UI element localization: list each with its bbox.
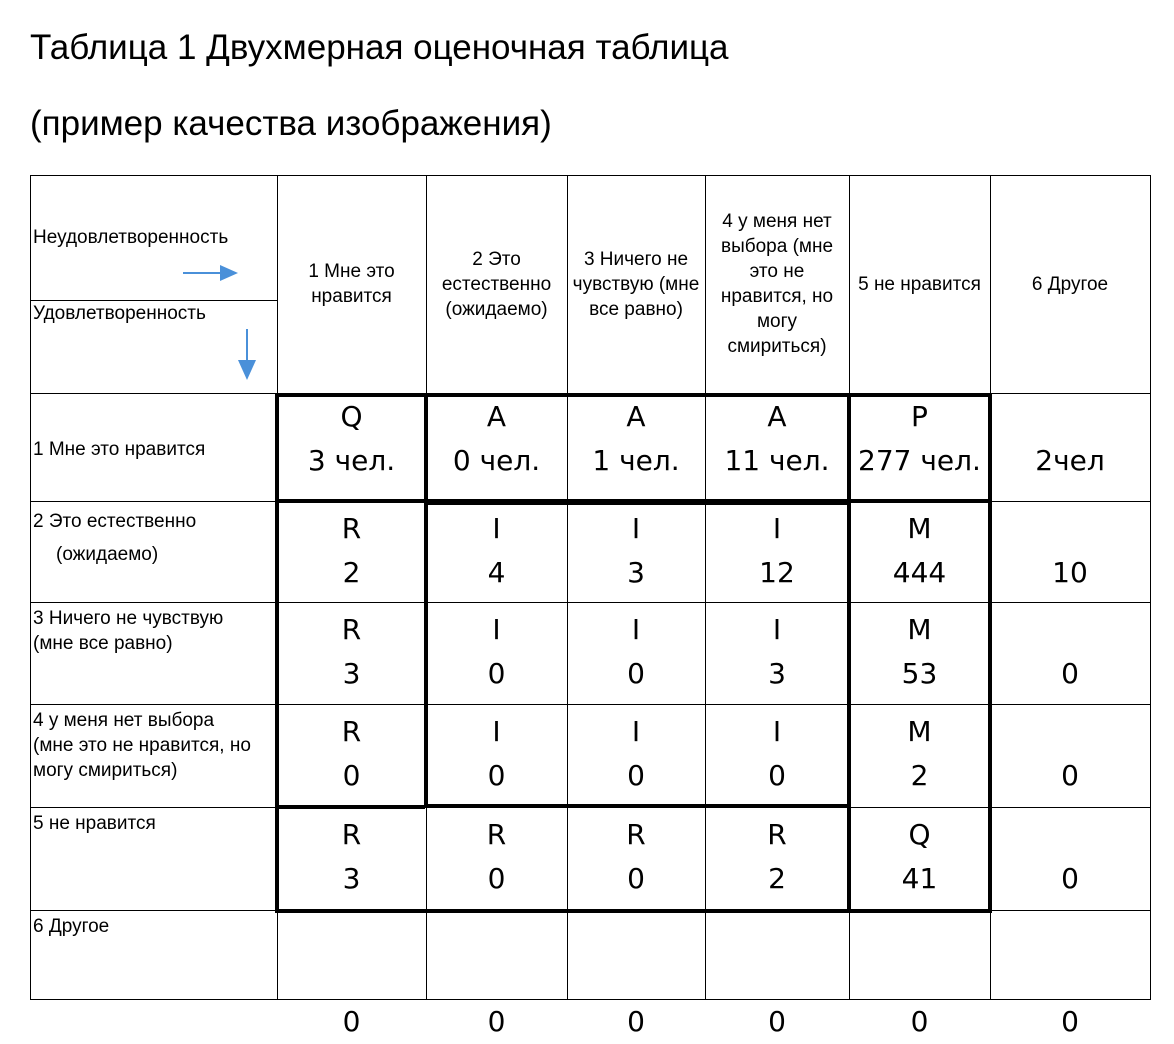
table-cell <box>849 910 990 1038</box>
cell-count: 0 <box>487 862 506 895</box>
cell-category: R <box>341 715 362 748</box>
grid-line-horizontal <box>30 999 1151 1000</box>
outer-thick-border <box>275 909 992 913</box>
cell-category <box>990 608 1150 652</box>
column-header: 1 Мне это нравится <box>308 261 395 307</box>
cell-category: R <box>626 818 646 851</box>
cell-count: 12 <box>759 556 795 589</box>
row-label-line: 4 у меня нет выбора <box>33 710 215 731</box>
cell-count: 444 <box>892 556 947 589</box>
cell-category: I <box>492 613 501 646</box>
cell-category: M <box>907 715 932 748</box>
cell-category: I <box>631 512 641 545</box>
cell-category <box>705 956 849 1000</box>
table-cell <box>990 602 1150 704</box>
corner-satisfaction-label: Удовлетворенность <box>33 303 206 324</box>
table-cell <box>567 807 705 910</box>
column-header: 2 Это естественно (ожидаемо) <box>441 248 552 320</box>
cell-count: 0 <box>768 1005 786 1038</box>
cell-count: 2 <box>768 862 786 895</box>
cell-category: I <box>772 715 782 748</box>
cell-count: 41 <box>901 862 938 895</box>
cell-category: Q <box>908 818 931 851</box>
cell-category <box>849 956 990 1000</box>
row-label-line: могу смириться) <box>33 760 178 781</box>
grid-line-vertical <box>1150 175 1151 999</box>
table-cell <box>277 704 426 807</box>
page-subtitle: (пример качества изображения) <box>30 104 552 143</box>
cell-category: I <box>492 512 501 545</box>
cell-count: 0 <box>487 657 506 690</box>
cell-count: 0 <box>627 657 645 690</box>
row-header <box>30 501 277 602</box>
cell-count: 53 <box>901 657 938 690</box>
table-cell <box>705 807 849 910</box>
cell-category <box>277 956 426 1000</box>
cell-count: 0 <box>627 862 645 895</box>
row-label-line: 6 Другое <box>33 916 110 937</box>
table-cell <box>849 807 990 910</box>
table-cell <box>705 393 849 501</box>
row-label-line: (мне все равно) <box>33 633 173 654</box>
cell-count: 0 <box>1061 657 1079 690</box>
outer-thick-border <box>275 393 279 913</box>
table-cell <box>277 501 426 602</box>
table-cell <box>426 807 567 910</box>
cell-count: 3 <box>342 657 361 690</box>
table-cell <box>567 501 705 602</box>
cell-count: 0 <box>342 1005 361 1038</box>
cell-category: I <box>772 613 782 646</box>
table-cell <box>277 807 426 910</box>
table-cell <box>426 704 567 807</box>
row1-thick-separator <box>275 499 992 503</box>
cell-category <box>426 956 567 1000</box>
table-cell <box>567 910 705 1038</box>
cell-category: R <box>341 613 362 646</box>
row-label-line: 2 Это естественно <box>33 511 197 532</box>
indifferent-zone-border <box>424 804 851 808</box>
cell-category: I <box>631 715 641 748</box>
cell-category <box>990 507 1150 551</box>
cell-category <box>990 813 1150 857</box>
cell-count: 0 <box>1061 862 1079 895</box>
grid-line-horizontal <box>30 175 1151 176</box>
table-cell <box>705 704 849 807</box>
table-cell <box>849 704 990 807</box>
cell-category <box>990 710 1150 754</box>
cell-category: P <box>911 400 928 433</box>
column-header: 6 Другое <box>1031 273 1109 295</box>
table-cell <box>990 501 1150 602</box>
cell-category: M <box>907 613 932 646</box>
row-label-line: 3 Ничего не чувствую <box>33 608 224 629</box>
cell-count: 0 <box>627 759 645 792</box>
cell-category: A <box>767 400 787 433</box>
row-header <box>30 602 277 704</box>
table-cell <box>990 704 1150 807</box>
table-cell <box>277 910 426 1038</box>
corner-dissatisfaction-label: Неудовлетворенность <box>33 227 229 248</box>
table-cell <box>705 602 849 704</box>
table-cell <box>849 501 990 602</box>
row-header <box>30 807 277 910</box>
cell-count: 2чел <box>1035 444 1105 477</box>
cell-count: 1 чел. <box>592 444 680 477</box>
cell-category: I <box>492 715 501 748</box>
grid-line-vertical <box>567 175 568 999</box>
row-label-line: (ожидаемо) <box>56 544 159 565</box>
col5-thick-separator <box>847 393 851 913</box>
cell-count: 3 чел. <box>307 444 396 477</box>
cell-category <box>990 956 1150 1000</box>
cell-count: 11 чел. <box>724 444 830 477</box>
cell-category: R <box>767 818 787 851</box>
grid-line-vertical <box>705 175 706 999</box>
table-cell <box>990 393 1150 501</box>
cell-category: A <box>486 400 507 433</box>
cell-category: Q <box>340 400 363 433</box>
cell-category: M <box>907 512 932 545</box>
table-cell <box>990 807 1150 910</box>
corner-divider <box>30 300 277 301</box>
cell-count: 0 <box>627 1005 645 1038</box>
column-header: 4 у меня нет выбора (мне это не нравится, но могу смириться) <box>720 211 834 357</box>
cell-count: 10 <box>1052 556 1088 589</box>
table-cell <box>426 501 567 602</box>
cell-category: R <box>486 818 507 851</box>
table-cell <box>990 910 1150 1038</box>
cell-count: 0 чел. <box>452 444 541 477</box>
cell-count: 0 <box>487 759 506 792</box>
table-cell <box>426 602 567 704</box>
table-cell <box>567 393 705 501</box>
outer-thick-border <box>988 393 992 913</box>
row-label-line: 5 не нравится <box>33 813 156 834</box>
col1-thick-separator <box>424 393 428 503</box>
cell-count: 0 <box>1061 759 1079 792</box>
cell-count: 0 <box>1061 1005 1079 1038</box>
column-header: 3 Ничего не чувствую (мне все равно) <box>572 248 700 320</box>
table-cell <box>849 602 990 704</box>
table-cell <box>277 602 426 704</box>
cell-count: 3 <box>768 657 786 690</box>
column-header: 5 не нравится <box>858 273 981 295</box>
cell-category: I <box>631 613 641 646</box>
cell-count: 277 чел. <box>858 444 981 477</box>
table-cell <box>705 501 849 602</box>
cell-count: 0 <box>342 759 361 792</box>
row-header <box>30 393 277 501</box>
cell-count: 0 <box>768 759 786 792</box>
outer-thick-border <box>275 393 992 397</box>
indifferent-zone-border <box>424 501 428 808</box>
cell-category <box>567 956 705 1000</box>
row-header <box>30 704 277 807</box>
cell-category <box>990 395 1150 439</box>
cell-category: I <box>772 512 782 545</box>
cell-count: 0 <box>487 1005 506 1038</box>
row-header <box>30 910 277 999</box>
table-cell <box>849 393 990 501</box>
row5-thick-separator <box>275 805 425 809</box>
table-cell <box>567 704 705 807</box>
table-cell <box>426 393 567 501</box>
row-label-line: 1 Мне это нравится <box>33 439 206 460</box>
cell-count: 2 <box>342 556 361 589</box>
table-cell <box>277 393 426 501</box>
table-cell <box>426 910 567 1038</box>
cell-category: A <box>626 400 646 433</box>
grid-line-vertical <box>30 175 31 999</box>
cell-category: R <box>341 512 362 545</box>
table-cell <box>567 602 705 704</box>
table-cell <box>705 910 849 1038</box>
cell-count: 4 <box>487 556 506 589</box>
cell-category: R <box>341 818 362 851</box>
cell-count: 3 <box>627 556 645 589</box>
page-title: Таблица 1 Двухмерная оценочная таблица <box>30 28 729 67</box>
cell-count: 0 <box>910 1005 929 1038</box>
grid-line-horizontal <box>30 602 1151 603</box>
row-label-line: (мне это не нравится, но <box>33 735 251 756</box>
cell-count: 3 <box>342 862 361 895</box>
grid-line-horizontal <box>30 704 1151 705</box>
cell-count: 2 <box>910 759 929 792</box>
